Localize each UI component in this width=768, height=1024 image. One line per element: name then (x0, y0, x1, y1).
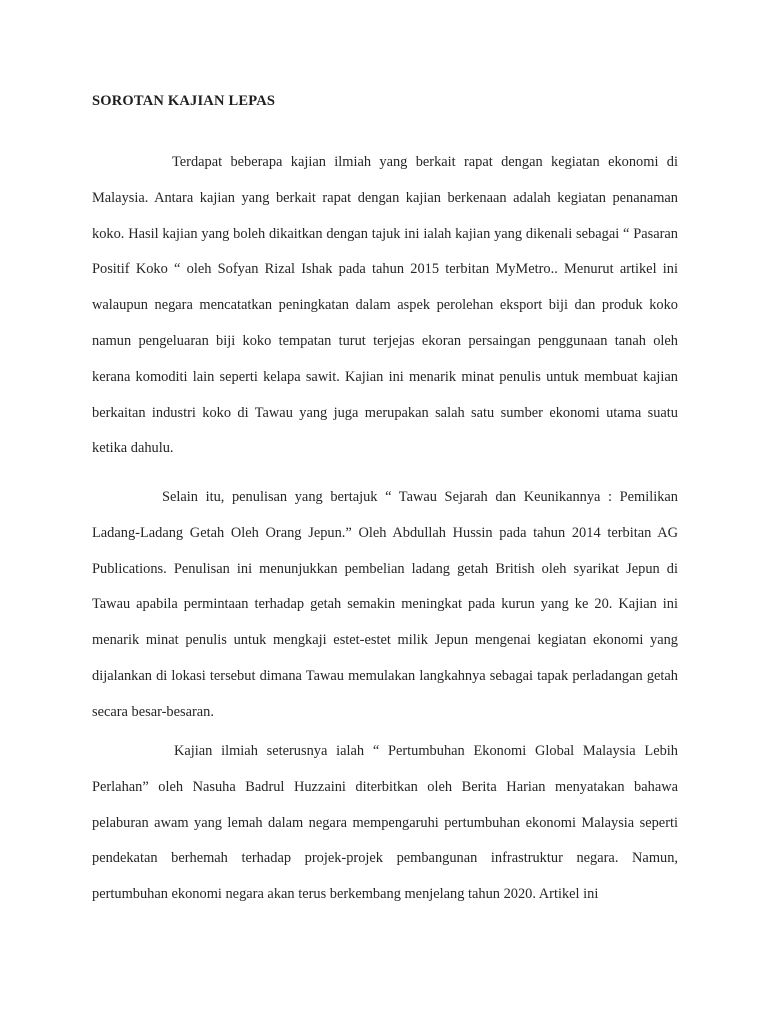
paragraph-3: Kajian ilmiah seterusnya ialah “ Pertumbuhan Ekonomi Global Malaysia Lebih Perlahan” oleh Nasuha Badrul Huzzaini diterbitkan oleh Berita Harian menyatakan bahawa pelaburan awam yang lemah dalam negara mempengaruhi pertumbuhan ekonomi Malaysia seperti pendekatan berhemah terhadap projek-projek pembangunan infrastruktur negara. Namun, pertumbuhan ekonomi negara akan terus berkembang menjelang tahun 2020. Artikel ini (92, 743, 678, 903)
paragraph-2: Selain itu, penulisan yang bertajuk “ Tawau Sejarah dan Keunikannya : Pemilikan Ladang-Ladang Getah Oleh Orang Jepun.” Oleh Abdullah Hussin pada tahun 2014 terbitan AG Publications. Penulisan ini menunjukkan pembelian ladang getah British oleh syarikat Jepun di Tawau apabila permintaan terhadap getah semakin meningkat pada kurun yang ke 20. Kajian ini menarik minat penulis untuk mengkaji estet-estet milik Jepun mengenai kegiatan ekonomi yang dijalankan di lokasi tersebut dimana Tawau memulakan langkahnya sebagai tapak perladangan getah secara besar-besaran. (92, 489, 678, 720)
paragraph-1: Terdapat beberapa kajian ilmiah yang berkait rapat dengan kegiatan ekonomi di Malaysia. Antara kajian yang berkait rapat dengan kajian berkenaan adalah kegiatan penanaman koko. Hasil kajian yang boleh dikaitkan dengan tajuk ini ialah kajian yang dikenali sebagai “ Pasaran Positif Koko “ oleh Sofyan Rizal Ishak pada tahun 2015 terbitan MyMetro.. Menurut artikel ini walaupun negara mencatatkan peningkatan dalam aspek perolehan eksport biji dan produk koko namun pengeluaran biji koko tempatan turut terjejas ekoran persaingan penggunaan tanah oleh kerana komoditi lain seperti kelapa sawit. Kajian ini menarik minat penulis untuk membuat kajian berkaitan industri koko di Tawau yang juga merupakan salah satu sumber ekonomi utama suatu ketika dahulu. (92, 154, 678, 457)
section-heading: SOROTAN KAJIAN LEPAS (92, 93, 276, 109)
